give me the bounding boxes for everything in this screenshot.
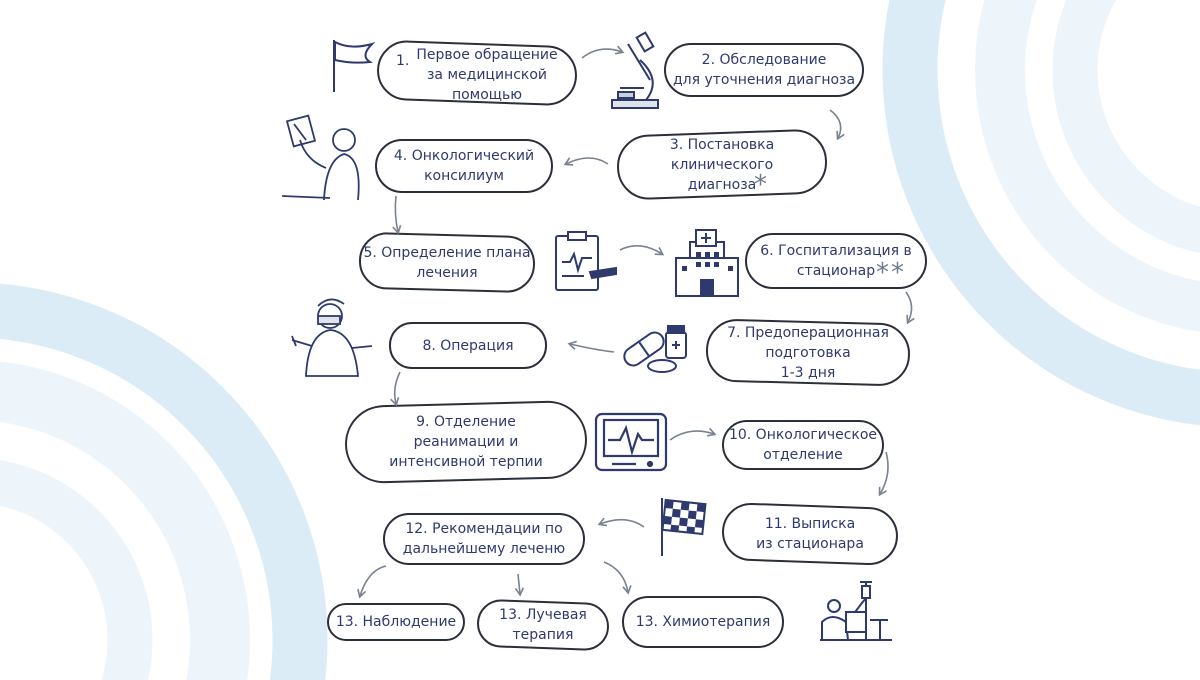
step-13c-label: 13. Химиотерапия — [635, 614, 771, 630]
arrow-12-13a — [360, 566, 386, 596]
step-12-label: 12. Рекомендации по дальнейшему леченю — [402, 521, 566, 557]
arrow-11-12 — [600, 520, 644, 527]
hospital-building-icon — [676, 230, 738, 296]
clipboard-chart-icon — [556, 232, 616, 290]
step-13b-label: 13. Лучевая терапия — [499, 607, 587, 643]
heart-monitor-icon — [596, 414, 666, 470]
flag-icon — [334, 40, 372, 92]
arrow-1-2 — [582, 49, 622, 58]
step-5-label: 5. Определение плана лечения — [363, 244, 531, 281]
step-1-label: Первое обращение за медицинской помощью — [416, 47, 558, 103]
arrow-6-7 — [906, 292, 912, 322]
step-10-label: 10. Онкологическое отделение — [728, 427, 878, 463]
step-8-label: 8. Операция — [422, 337, 514, 354]
surgeon-icon — [292, 299, 372, 376]
step-2-label: 2. Обследование для уточнения диагноза — [672, 52, 856, 88]
arrow-12-13c — [604, 562, 628, 592]
step-3-asterisk: * — [754, 170, 767, 200]
arrow-12-13b — [518, 574, 520, 594]
arrow-2-3 — [830, 110, 841, 138]
arrow-8-9 — [395, 372, 400, 404]
arrow-7-8 — [570, 344, 614, 352]
arrow-3-4 — [566, 158, 608, 164]
step-9-label: 9. Отделение реанимации и интенсивной терпии — [389, 414, 543, 470]
step-1-number: 1. — [396, 53, 410, 69]
step-6-asterisks: ** — [876, 258, 906, 288]
step-11-label: 11. Выписка из стационара — [756, 516, 864, 552]
pills-icon — [621, 326, 686, 372]
step-4-label: 4. Онкологический консилиум — [393, 148, 535, 184]
step-7-label: 7. Предоперационная подготовка 1-3 дня — [727, 324, 889, 381]
arrow-9-10 — [670, 431, 714, 440]
patient-iv-drip-icon — [820, 582, 892, 640]
checkered-flag-icon — [662, 498, 705, 556]
arrow-5-6 — [620, 246, 662, 254]
step-3-label: 3. Постановка клинического диагноза — [669, 136, 775, 193]
doctor-with-xray-icon — [282, 116, 359, 200]
arrow-4-5 — [395, 196, 398, 232]
step-6-label: 6. Госпитализация в стационар — [760, 243, 912, 279]
microscope-icon — [612, 33, 658, 108]
step-13a-label: 13. Наблюдение — [335, 614, 457, 630]
